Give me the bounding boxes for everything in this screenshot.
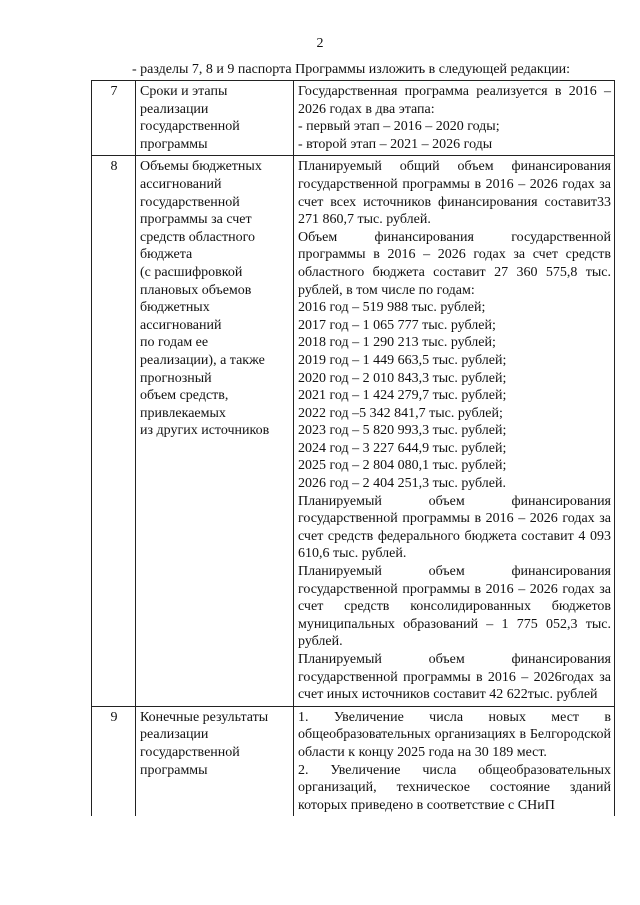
row-description (294, 81, 615, 156)
year-line: 2025 год – 2 804 080,1 тыс. рублей; (298, 458, 507, 474)
year-line: 2021 год – 1 424 279,7 тыс. рублей; (298, 388, 507, 404)
table-row (92, 706, 615, 816)
paragraph: - второй этап – 2021 – 2026 годы (298, 136, 493, 152)
paragraph-regional-funding: Объем финансирования государственной программы в 2016 – 2026 годах за счет средств областного бюджета составит 27 360 575,8 тыс. рублей, в том числе по годам: (298, 229, 611, 298)
row-name-line: программы (140, 762, 208, 778)
year-line: 2024 год – 3 227 644,9 тыс. рублей; (298, 440, 507, 456)
paragraph: 1. Увеличение числа новых мест в общеобразовательных организациях в Белгородской области к концу 2025 года на 30 189 мест. (298, 709, 611, 760)
row-name-line: Конечные результаты (140, 709, 269, 725)
row-name (136, 706, 294, 816)
row-name-line: Объемы бюджетных (140, 159, 262, 175)
row-name-line: бюджета (140, 247, 193, 263)
row-name-line: государственной (140, 194, 240, 210)
year-line: 2019 год – 1 449 663,5 тыс. рублей; (298, 352, 507, 368)
row-name-line: средств областного (140, 229, 256, 245)
row-name-line: реализации), а также (140, 352, 265, 368)
table-row (92, 156, 615, 706)
row-name-line: программы за счет (140, 212, 252, 228)
row-name-line: прогнозный (140, 370, 212, 386)
row-name-line: ассигнований (140, 317, 222, 333)
row-name-line: государственной (140, 744, 240, 760)
paragraph-other-funding: Планируемый объем финансирования государственной программы в 2016 – 2026годах за счет иных источников составит 42 622тыс. рублей (298, 652, 611, 703)
paragraph: - первый этап – 2016 – 2020 годы; (298, 119, 500, 135)
year-line: 2017 год – 1 065 777 тыс. рублей; (298, 317, 496, 333)
intro-text: - разделы 7, 8 и 9 паспорта Программы изложить в следующей редакции: (132, 62, 571, 77)
row-name-line: по годам ее (140, 335, 209, 351)
row-number: 8 (92, 156, 136, 706)
paragraph: 2. Увеличение числа общеобразовательных организаций, техническое состояние зданий которых приведено в соответствие с СНиП (298, 762, 611, 813)
paragraph: Государственная программа реализуется в 2016 – 2026 годах в два этапа: (298, 84, 611, 117)
row-name-line: программы (140, 136, 208, 152)
row-number: 9 (92, 706, 136, 816)
year-line: 2018 год – 1 290 213 тыс. рублей; (298, 335, 496, 351)
row-name-line: бюджетных (140, 300, 210, 316)
year-line: 2016 год – 519 988 тыс. рублей; (298, 300, 486, 316)
row-name-line: привлекаемых (140, 405, 226, 421)
row-name-line: реализации (140, 101, 209, 117)
row-name-line: плановых объемов (140, 282, 252, 298)
row-name (136, 156, 294, 706)
passport-table (91, 80, 615, 816)
page-number: 2 (316, 36, 324, 51)
row-name-line: (с расшифровкой (140, 264, 243, 280)
row-description (294, 706, 615, 816)
year-line: 2020 год – 2 010 843,3 тыс. рублей; (298, 370, 507, 386)
paragraph-federal-funding: Планируемый объем финансирования государственной программы в 2016 – 2026 годах за счет средств федерального бюджета составит 4 093 610,6 тыс. рублей. (298, 493, 611, 562)
year-line: 2022 год –5 342 841,7 тыс. рублей; (298, 405, 503, 421)
paragraph-total-funding: Планируемый общий объем финансирования государственной программы в 2016 – 2026 годах за счет всех источников финансирования составит33 271 860,7 тыс. рублей. (298, 159, 611, 228)
row-name-line: ассигнований (140, 176, 222, 192)
row-name-line: государственной (140, 119, 240, 135)
year-line: 2023 год – 5 820 993,3 тыс. рублей; (298, 423, 507, 439)
paragraph-municipal-funding: Планируемый объем финансирования государственной программы в 2016 – 2026 годах за счет средств консолидированных бюджетов муниципальных образований – 1 775 052,3 тыс. рублей. (298, 564, 611, 650)
row-name-line: из других источников (140, 423, 270, 439)
year-line: 2026 год – 2 404 251,3 тыс. рублей. (298, 476, 506, 492)
row-name-line: реализации (140, 727, 209, 743)
row-name (136, 81, 294, 156)
row-name-line: объем средств, (140, 388, 229, 404)
row-number: 7 (92, 81, 136, 156)
yearly-funding-list (298, 299, 611, 493)
row-name-line: Сроки и этапы (140, 84, 228, 99)
table-row (92, 81, 615, 156)
row-description (294, 156, 615, 706)
